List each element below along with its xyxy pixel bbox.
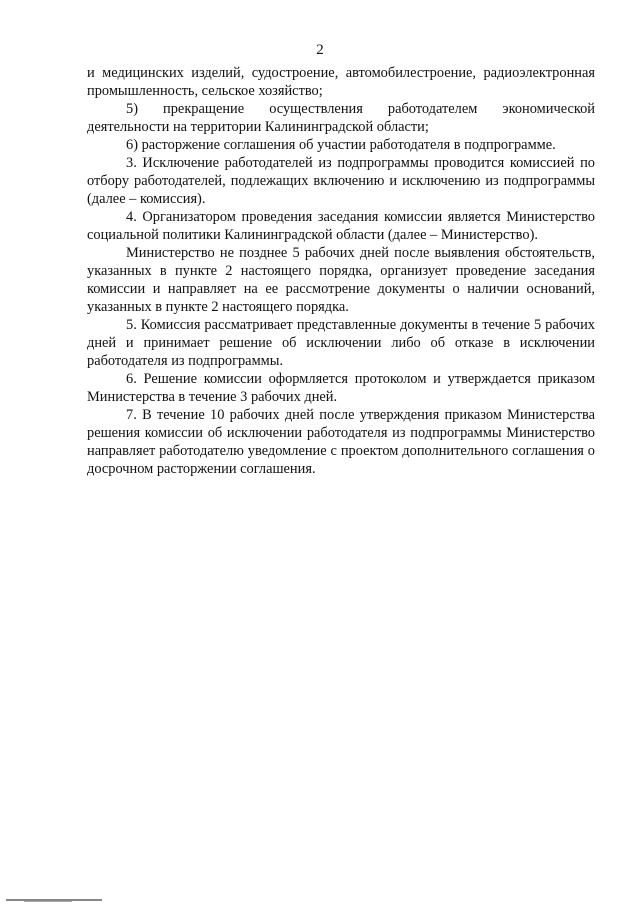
paragraph-item-6: 6) расторжение соглашения об участии работодателя в подпрограмме. — [126, 137, 556, 153]
paragraph-clause-3: 3. Исключение работодателей из подпрограммы проводится комиссией по отбору работодателей, подлежащих включению и исключению из подпрограммы (далее – комиссия). — [87, 155, 595, 207]
paragraph-continuation: и медицинских изделий, судостроение, автомобилестроение, радиоэлектронная промышленность, сельское хозяйство; — [87, 65, 595, 99]
page-number: 2 — [316, 42, 324, 58]
document-body — [87, 64, 595, 478]
paragraph-ministry-procedure: Министерство не позднее 5 рабочих дней после выявления обстоятельств, указанных в пункте 2 настоящего порядка, организует проведение заседания комиссии и направляет на ее рассмотрение документы о наличии оснований, указанных в пункте 2 настоящего порядка. — [87, 245, 595, 315]
paragraph-clause-5: 5. Комиссия рассматривает представленные документы в течение 5 рабочих дней и принимает решение об исключении либо об отказе в исключении работодателя из подпрограммы. — [87, 317, 595, 369]
paragraph-clause-6: 6. Решение комиссии оформляется протоколом и утверждается приказом Министерства в течение 3 рабочих дней. — [87, 371, 595, 405]
paragraph-clause-7: 7. В течение 10 рабочих дней после утверждения приказом Министерства решения комиссии об исключении работодателя из подпрограммы Министерство направляет работодателю уведомление с проектом дополнительного соглашения о досрочном расторжении соглашения. — [87, 407, 595, 477]
scan-artifact-line-secondary — [24, 901, 72, 902]
paragraph-clause-4: 4. Организатором проведения заседания комиссии является Министерство социальной политики Калининградской области (далее – Министерство). — [87, 209, 595, 243]
paragraph-item-5: 5) прекращение осуществления работодателем экономической деятельности на территории Калининградской области; — [87, 101, 595, 135]
